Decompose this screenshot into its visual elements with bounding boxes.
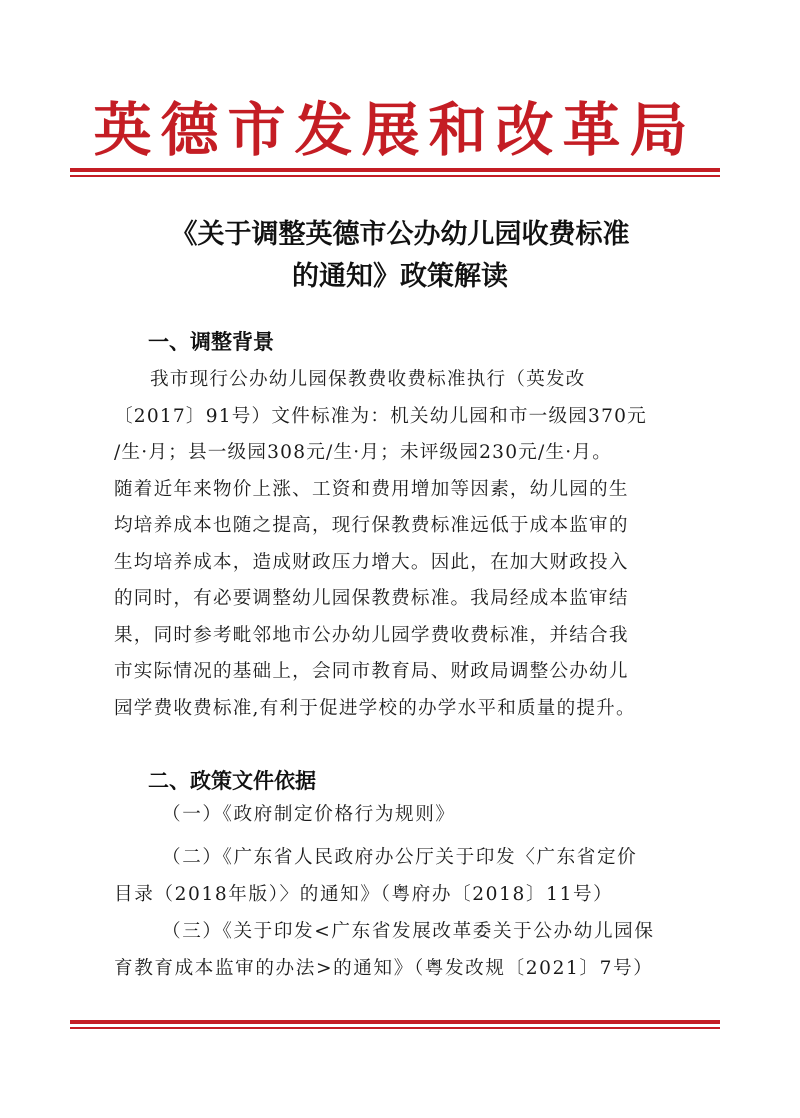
policy-basis-item-1 — [114, 796, 714, 833]
document-title-line-2: 的通知》政策解读 — [292, 261, 508, 292]
item-line: （三）《关于印发<广东省发展改革委关于公办幼儿园保 — [162, 921, 655, 942]
document-title-line-1: 《关于调整英德市公办幼儿园收费标准 — [170, 219, 630, 250]
footer-rule — [70, 1020, 720, 1029]
paragraph-line: 随着近年来物价上涨、工资和费用增加等因素，幼儿园的生 — [114, 478, 629, 500]
org-letterhead: 英德市发展和改革局 — [93, 96, 697, 164]
header-rule-thin — [70, 175, 720, 177]
paragraph-line: 我市现行公办幼儿园保教费收费标准执行（英发改 — [150, 369, 586, 390]
document-title — [90, 214, 710, 298]
item-line: 目录（2018年版）〉的通知》（粤府办〔2018〕11号） — [114, 884, 614, 905]
paragraph-line: 果，同时参考毗邻地市公办幼儿园学费收费标准，并结合我 — [114, 624, 629, 646]
item-line: 育教育成本监审的办法>的通知》（粤发改规〔2021〕7号） — [114, 958, 654, 979]
header-rule-thick — [70, 168, 720, 172]
section-1-heading: 一、调整背景 — [148, 330, 274, 354]
section-2-heading: 二、政策文件依据 — [148, 769, 316, 793]
paragraph-line: 均培养成本也随之提高，现行保教费标准远低于成本监审的 — [114, 515, 629, 536]
item-line: （二）《广东省人民政府办公厅关于印发〈广东省定价 — [162, 847, 638, 868]
paragraph-line: 园学费收费标准,有利于促进学校的办学水平和质量的提升。 — [114, 697, 636, 719]
footer-rule-thin — [70, 1027, 720, 1029]
paragraph-line: /生·月；县一级园308元/生·月；未评级园230元/生·月。 — [114, 442, 612, 463]
section-1-paragraph — [114, 362, 708, 727]
paragraph-line: 生均培养成本，造成财政压力增大。因此，在加大财政投入 — [114, 551, 629, 573]
paragraph-line: 的同时，有必要调整幼儿园保教费标准。我局经成本监审结 — [114, 588, 629, 609]
policy-basis-item-3 — [114, 913, 714, 987]
item-line: （一）《政府制定价格行为规则》 — [162, 804, 456, 825]
paragraph-line: 〔2017〕91号）文件标准为：机关幼儿园和市一级园370元 — [114, 405, 647, 427]
footer-rule-thick — [70, 1020, 720, 1024]
header-rule — [70, 168, 720, 177]
paragraph-line: 市实际情况的基础上，会同市教育局、财政局调整公办幼儿 — [114, 661, 629, 682]
policy-basis-item-2 — [114, 839, 714, 913]
